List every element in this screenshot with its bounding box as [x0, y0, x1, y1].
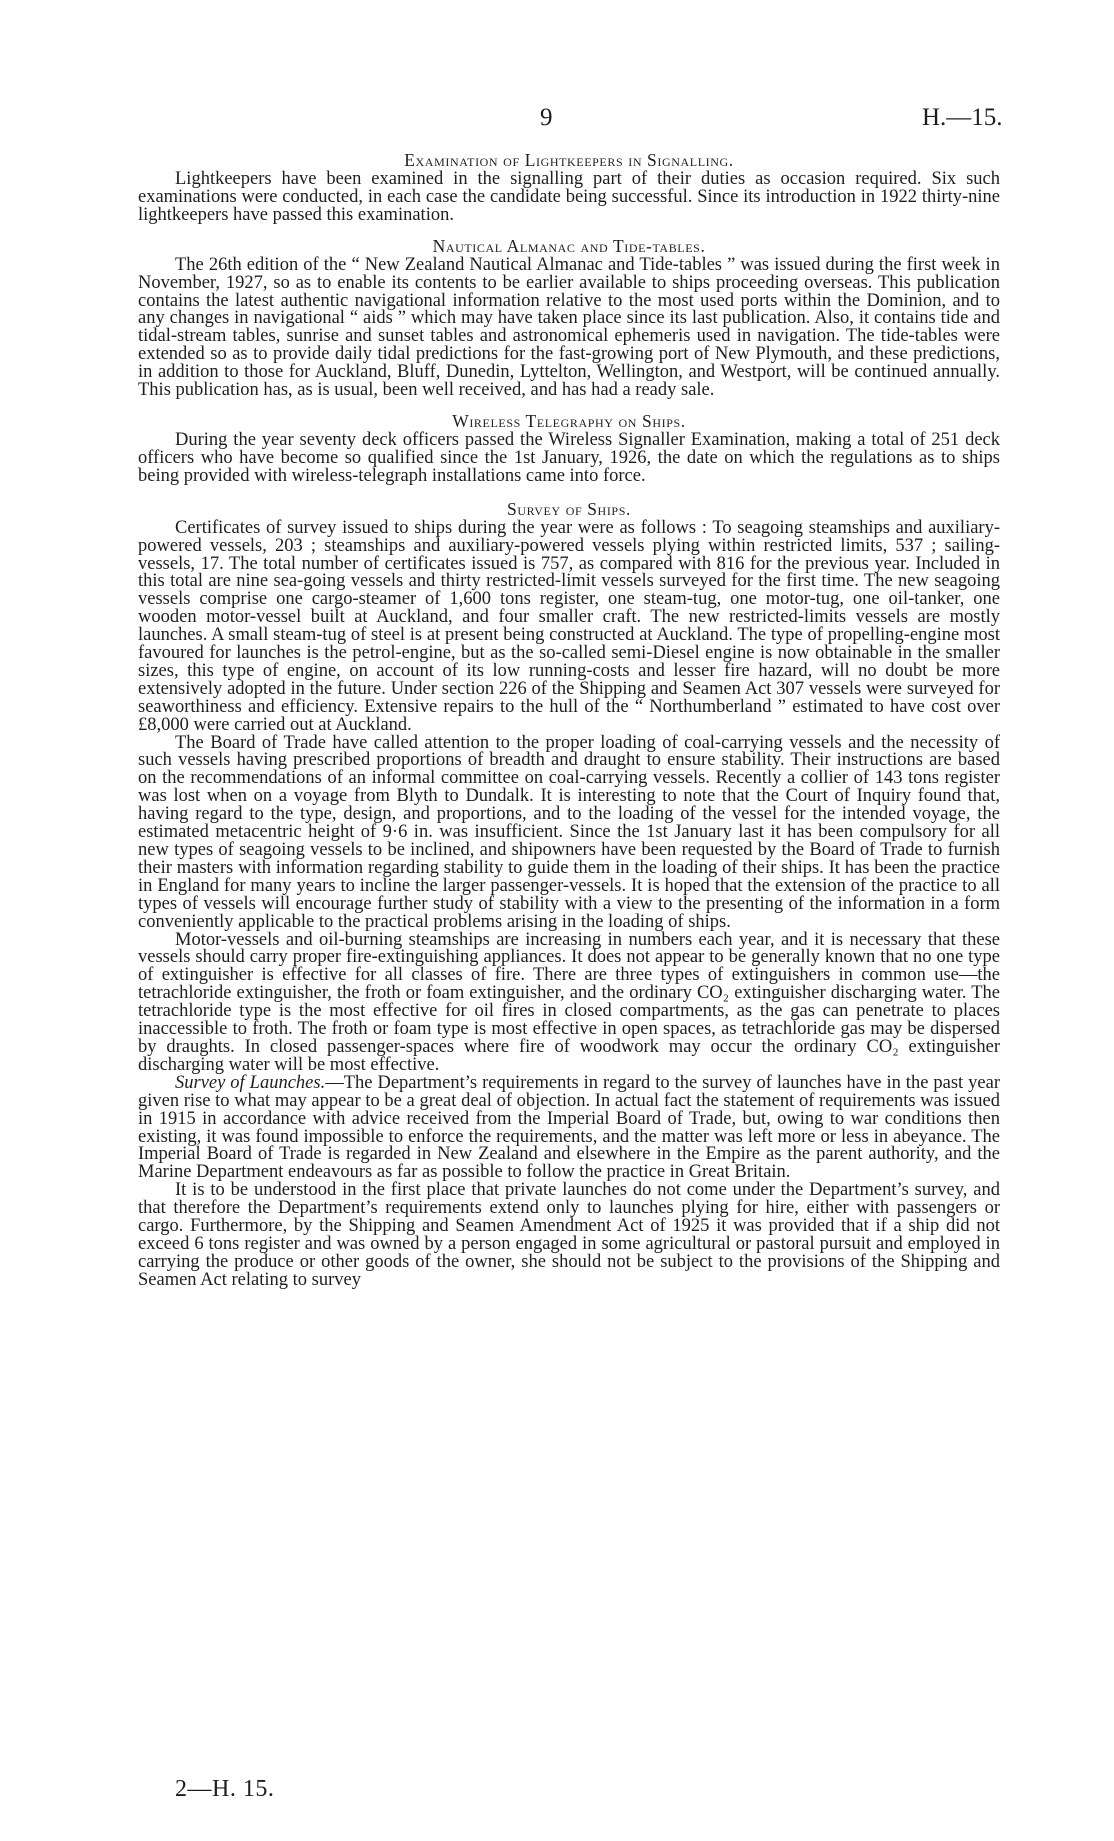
section-lightkeepers	[138, 151, 1000, 225]
paragraph: The Board of Trade have called attention to the proper loading of coal-carrying vessels and the necessity of such vessels having prescribed proportions of breadth and draught to ensure stability. Their instructions are based on the recommendations of an informal committee on coal-carrying vessels. Recently a collier of 143 tons register was lost when on a voyage from Blyth to Dundalk. It is interesting to note that the Court of Inquiry found that, having regard to the type, design, and proportions, and to the loading of the vessel for the intended voyage, the estimated metacentric height of 9·6 in. was insufficient. Since the 1st January last it has been compulsory for all new types of seagoing vessels to be inclined, and shipowners have been requested by the Board of Trade to furnish their masters with information regarding stability to guide them in the loading of their ships. It has been the practice in England for many years to incline the larger passenger-vessels. It is hoped that the extension of the practice to all types of vessels will encourage further study of stability with a view to the presenting of the information in a form conveniently applicable to the practical problems arising in the loading of ships.	[138, 732, 1000, 932]
paragraph: During the year seventy deck officers passed the Wireless Signaller Examination, making a total of 251 deck officers who have become so qualified since the 1st January, 1926, the date on which the regulations as to ships being provided with wireless-telegraph installations came into force.	[138, 429, 1000, 486]
paragraph: The 26th edition of the “ New Zealand Nautical Almanac and Tide-tables ” was issued during the first week in November, 1927, so as to enable its contents to be earlier available to ships proceeding overseas. This publication contains the latest authentic navigational information relative to the most used ports within the Dominion, and to any changes in navigational “ aids ” which may have taken place since its last publication. Also, it contains tide and tidal-stream tables, sunrise and sunset tables and astronomical ephemeris used in navigation. The tide-tables were extended so as to provide daily tidal predictions for the fast-growing port of New Plymouth, and these predictions, in addition to those for Auckland, Bluff, Dunedin, Lyttelton, Wellington, and Westport, will be continued annually. This publication has, as is usual, been well received, and has had a ready sale.	[138, 254, 1000, 401]
paragraph: It is to be understood in the first place that private launches do not come under the Department’s survey, and that therefore the Department’s requirements extend only to launches plying for hire, either with passengers or cargo. Furthermore, by the Shipping and Seamen Amendment Act of 1925 it was provided that if a ship did not exceed 6 tons register and was owned by a person engaged in some agricultural or pastoral pursuit and employed in carrying the produce or other goods of the owner, she should not be subject to the provisions of the Shipping and Seamen Act relating to survey	[138, 1180, 1000, 1290]
section-nautical-almanac	[138, 237, 1000, 400]
section-heading: Nautical Almanac and Tide-tables.	[432, 235, 706, 256]
paragraph-survey-of-launches	[138, 1072, 1000, 1183]
document-body	[138, 151, 1000, 1290]
paragraph: Lightkeepers have been examined in the signalling part of their duties as occasion required. Six such examinations were conducted, in each case the candidate being successful. Since its introduction in 1922 thirty-nine lightkeepers have passed this examination.	[138, 169, 1000, 225]
paragraph-text: —The Department’s requirements in regard to the survey of launches have in the past year given rise to what may appear to be a great deal of objection. In actual fact the statement of requirements was issued in 1915 in accordance with advice received from the Imperial Board of Trade, but, owing to war conditions then existing, it was found impossible to enforce the requirements, and the matter was left more or less in abeyance. The Imperial Board of Trade is regarded in New Zealand and elsewhere in the Empire as the parent authority, and the Marine Department endeavours as far as possible to follow the practice in Great Britain.	[138, 1072, 1000, 1183]
signature-mark: 2—H. 15.	[175, 1776, 275, 1802]
paragraph: Certificates of survey issued to ships during the year were as follows : To seagoing steamships and auxiliary-powered vessels, 203 ; steamships and auxiliary-powered vessels plying within restricted limits, 537 ; sailing-vessels, 17. The total number of certificates issued is 757, as compared with 816 for the previous year. Included in this total are nine sea-going vessels and thirty restricted-limit vessels surveyed for the first time. The new seagoing vessels comprise one cargo-steamer of 1,600 tons register, one steam-tug, one motor-tug, one oil-tanker, one wooden motor-vessel built at Auckland, and four smaller craft. The new restricted-limits vessels are mostly launches. A small steam-tug of steel is at present being constructed at Auckland. The type of propelling-engine most favoured for launches is the petrol-engine, but as the so-called semi-Diesel engine is now obtainable in the smaller sizes, this type of engine, on account of its low running-costs and lesser fire hazard, will no doubt be more extensively adopted in the future. Under section 226 of the Shipping and Seamen Act 307 vessels were surveyed for seaworthiness and efficiency. Extensive repairs to the hull of the “ Northumberland ” estimated to have cost over £8,000 were carried out at Auckland.	[138, 517, 1000, 735]
document-code: H.—15.	[922, 104, 1003, 131]
paragraph: Motor-vessels and oil-burning steamships are increasing in numbers each year, and it is necessary that these vessels should carry proper fire-extinguishing appliances. It does not appear to be generally known that no one type of extinguisher is effective for all classes of fire. There are three types of extinguishers in common use—the tetrachloride extinguisher, the froth or foam extinguisher, and the ordinary CO₂ extinguisher discharging water. The tetrachloride type is the most effective for oil fires in closed compartments, as the gas can penetrate to places inaccessible to froth. The froth or foam type is most effective in open spaces, as tetrachloride gas may be dispersed by draughts. In closed passenger-spaces where fire of woodwork may occur the ordinary CO₂ extinguisher discharging water will be most effective.	[138, 929, 1000, 1075]
page-number: 9	[540, 104, 553, 131]
section-wireless-telegraphy	[138, 412, 1000, 486]
section-heading: Wireless Telegraphy on Ships.	[452, 410, 686, 431]
subheading-survey-of-launches: Survey of Launches.	[175, 1072, 326, 1093]
section-heading: Survey of Ships.	[507, 498, 631, 519]
section-heading: Examination of Lightkeepers in Signalling.	[404, 150, 734, 170]
section-survey-of-ships	[138, 500, 1000, 1290]
